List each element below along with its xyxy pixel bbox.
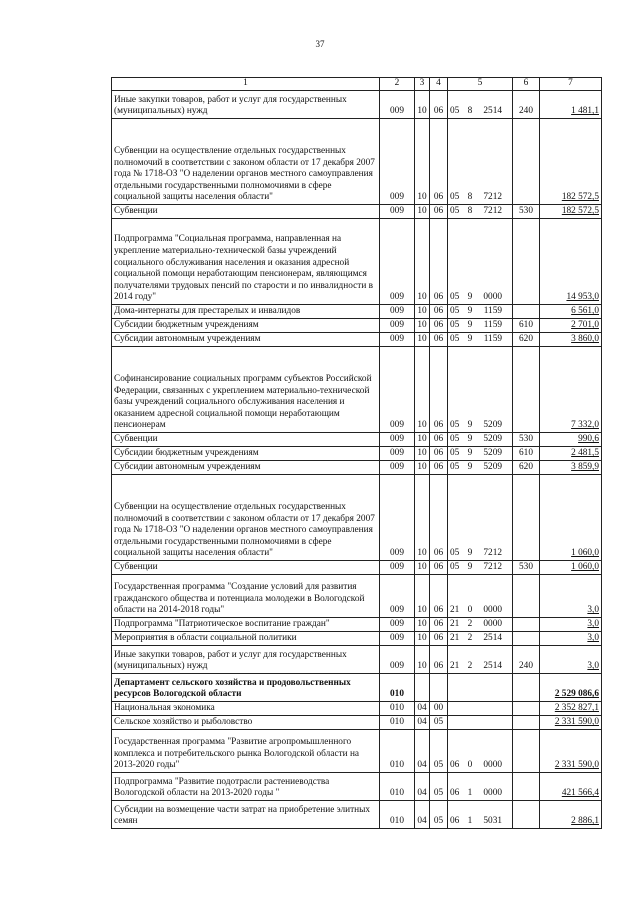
table-row <box>112 575 602 618</box>
code-admin: 009 <box>380 561 415 575</box>
amount-value: 421 566,4 <box>561 788 599 799</box>
code-expense-type: 240 <box>513 91 540 119</box>
code-subsection: 06 <box>430 561 448 575</box>
target-code-part: 1159 <box>483 320 502 331</box>
row-name: Иные закупки товаров, работ и услуг для государственных (муниципальных) нужд <box>112 91 380 119</box>
code-target <box>448 561 513 575</box>
code-section: 10 <box>415 219 430 305</box>
target-code-part: 05 <box>450 334 460 345</box>
code-subsection: 06 <box>430 461 448 475</box>
row-name: Дома-интернаты для престарелых и инвалидов <box>112 305 380 319</box>
code-subsection: 05 <box>430 716 448 730</box>
target-code-part: 05 <box>450 320 460 331</box>
target-code-part: 9 <box>467 562 473 573</box>
target-code-part: 05 <box>450 562 460 573</box>
code-subsection: 06 <box>430 447 448 461</box>
row-name: Государственная программа "Создание условий для развития гражданского общества и потенциала молодежи в Вологодской области на 2014-2018 годы" <box>112 575 380 618</box>
code-target <box>448 801 513 829</box>
target-code-part: 2514 <box>483 106 502 117</box>
code-section: 10 <box>415 461 430 475</box>
target-code-part: 8 <box>467 106 473 117</box>
code-section: 10 <box>415 433 430 447</box>
target-code-part: 5209 <box>483 448 502 459</box>
amount-value: 7 332,0 <box>571 420 599 431</box>
code-subsection: 06 <box>430 333 448 347</box>
target-code-part: 21 <box>450 605 460 616</box>
row-amount <box>540 347 602 433</box>
code-expense-type <box>513 632 540 646</box>
row-name: Государственная программа "Развитие агропромышленного комплекса и потребительского рынка Вологодской области на 2013-2020 годы" <box>112 730 380 773</box>
target-code-part: 05 <box>450 106 460 117</box>
table-row <box>112 702 602 716</box>
target-code-part: 05 <box>450 192 460 203</box>
code-expense-type <box>513 801 540 829</box>
code-target <box>448 219 513 305</box>
row-name: Национальная экономика <box>112 702 380 716</box>
header-cell: 5 <box>448 78 513 91</box>
row-amount <box>540 801 602 829</box>
code-admin: 010 <box>380 716 415 730</box>
code-expense-type <box>513 119 540 205</box>
code-section: 04 <box>415 801 430 829</box>
table-row <box>112 447 602 461</box>
row-amount <box>540 219 602 305</box>
code-subsection: 06 <box>430 475 448 561</box>
code-subsection: 06 <box>430 433 448 447</box>
code-admin: 009 <box>380 305 415 319</box>
code-subsection: 06 <box>430 219 448 305</box>
table-row <box>112 561 602 575</box>
code-admin: 009 <box>380 461 415 475</box>
code-target <box>448 91 513 119</box>
table-row <box>112 347 602 433</box>
code-subsection: 06 <box>430 347 448 433</box>
row-name: Субсидии бюджетным учреждениям <box>112 319 380 333</box>
budget-table <box>111 77 602 829</box>
target-code-part: 7212 <box>483 562 502 573</box>
code-section: 10 <box>415 618 430 632</box>
target-code-part: 05 <box>450 420 460 431</box>
code-target <box>448 618 513 632</box>
code-expense-type: 530 <box>513 433 540 447</box>
amount-value: 990,6 <box>578 434 599 445</box>
code-admin: 010 <box>380 674 415 702</box>
row-name: Субсидии на возмещение части затрат на приобретение элитных семян <box>112 801 380 829</box>
target-code-part: 0 <box>467 605 473 616</box>
table-row <box>112 119 602 205</box>
code-expense-type <box>513 702 540 716</box>
row-name: Иные закупки товаров, работ и услуг для государственных (муниципальных) нужд <box>112 646 380 674</box>
code-expense-type <box>513 475 540 561</box>
code-expense-type <box>513 305 540 319</box>
amount-value: 3,0 <box>587 633 599 644</box>
code-subsection: 06 <box>430 119 448 205</box>
amount-value: 1 060,0 <box>571 562 599 573</box>
row-amount <box>540 461 602 475</box>
amount-value: 6 561,0 <box>571 306 599 317</box>
row-name: Мероприятия в области социальной политики <box>112 632 380 646</box>
target-code-part: 7212 <box>483 206 502 217</box>
code-expense-type: 530 <box>513 561 540 575</box>
target-code-part: 2 <box>467 619 473 630</box>
table-row <box>112 205 602 219</box>
code-subsection: 05 <box>430 773 448 801</box>
row-amount <box>540 333 602 347</box>
target-code-part: 05 <box>450 448 460 459</box>
code-admin: 009 <box>380 333 415 347</box>
code-expense-type: 530 <box>513 205 540 219</box>
target-code-part: 9 <box>467 306 473 317</box>
target-code-part: 21 <box>450 619 460 630</box>
target-code-part: 9 <box>467 434 473 445</box>
code-expense-type <box>513 716 540 730</box>
row-name: Субсидии бюджетным учреждениям <box>112 447 380 461</box>
row-name: Департамент сельского хозяйства и продовольственных ресурсов Вологодской области <box>112 674 380 702</box>
code-expense-type: 240 <box>513 646 540 674</box>
amount-value: 2 352 827,1 <box>554 703 599 714</box>
table-row <box>112 618 602 632</box>
header-cell: 2 <box>380 78 415 91</box>
amount-value: 3,0 <box>587 605 599 616</box>
code-section: 10 <box>415 561 430 575</box>
target-code-part: 05 <box>450 306 460 317</box>
target-code-part: 9 <box>467 420 473 431</box>
code-target <box>448 575 513 618</box>
code-admin: 009 <box>380 433 415 447</box>
code-section: 10 <box>415 575 430 618</box>
amount-value: 2 331 590,0 <box>554 717 599 728</box>
code-expense-type <box>513 219 540 305</box>
row-name: Субвенции на осуществление отдельных государственных полномочий в соответствии с законом области от 17 декабря 2007 года № 1718-ОЗ "О наделении органов местного самоуправления отдельными государственными полномочиями в сфере социальной защиты населения области" <box>112 475 380 561</box>
row-amount <box>540 730 602 773</box>
target-code-part: 21 <box>450 661 460 672</box>
row-amount <box>540 702 602 716</box>
code-subsection: 06 <box>430 91 448 119</box>
target-code-part: 21 <box>450 633 460 644</box>
row-name: Субвенции <box>112 205 380 219</box>
code-expense-type <box>513 347 540 433</box>
target-code-part: 1 <box>467 816 473 827</box>
code-target <box>448 205 513 219</box>
target-code-part: 9 <box>467 292 473 303</box>
code-expense-type <box>513 575 540 618</box>
code-admin: 009 <box>380 205 415 219</box>
row-amount <box>540 91 602 119</box>
code-expense-type: 620 <box>513 333 540 347</box>
target-code-part: 5209 <box>483 462 502 473</box>
target-code-part: 05 <box>450 462 460 473</box>
page-number: 37 <box>315 39 325 49</box>
code-expense-type: 610 <box>513 447 540 461</box>
amount-value: 3,0 <box>587 661 599 672</box>
target-code-part: 7212 <box>483 192 502 203</box>
table-row <box>112 305 602 319</box>
code-subsection: 05 <box>430 730 448 773</box>
target-code-part: 2 <box>467 661 473 672</box>
code-section: 10 <box>415 91 430 119</box>
code-subsection: 06 <box>430 205 448 219</box>
target-code-part: 05 <box>450 292 460 303</box>
amount-value: 2 886,1 <box>571 816 599 827</box>
code-expense-type <box>513 618 540 632</box>
code-expense-type <box>513 730 540 773</box>
row-name: Сельское хозяйство и рыболовство <box>112 716 380 730</box>
target-code-part: 06 <box>450 788 460 799</box>
code-section <box>415 674 430 702</box>
code-subsection: 06 <box>430 618 448 632</box>
row-name: Субвенции на осуществление отдельных государственных полномочий в соответствии с законом области от 17 декабря 2007 года № 1718-ОЗ "О наделении органов местного самоуправления отдельными государственными полномочиями в сфере социальной защиты населения области" <box>112 119 380 205</box>
code-subsection: 00 <box>430 702 448 716</box>
code-section: 10 <box>415 119 430 205</box>
code-admin: 009 <box>380 347 415 433</box>
target-code-part: 0000 <box>483 292 502 303</box>
target-code-part: 06 <box>450 760 460 771</box>
target-code-part: 05 <box>450 206 460 217</box>
header-cell: 3 <box>415 78 430 91</box>
code-admin: 010 <box>380 730 415 773</box>
table-row <box>112 773 602 801</box>
code-admin: 009 <box>380 319 415 333</box>
amount-value: 2 529 086,6 <box>554 689 599 700</box>
target-code-part: 0000 <box>483 619 502 630</box>
row-amount <box>540 433 602 447</box>
target-code-part: 9 <box>467 448 473 459</box>
header-cell: 4 <box>430 78 448 91</box>
code-subsection: 06 <box>430 646 448 674</box>
row-name: Субвенции <box>112 561 380 575</box>
table-row <box>112 461 602 475</box>
code-subsection: 06 <box>430 575 448 618</box>
target-code-part: 0 <box>467 760 473 771</box>
code-target <box>448 433 513 447</box>
code-expense-type: 610 <box>513 319 540 333</box>
code-target <box>448 347 513 433</box>
code-section: 10 <box>415 447 430 461</box>
code-admin: 010 <box>380 801 415 829</box>
table-row <box>112 319 602 333</box>
code-section: 04 <box>415 773 430 801</box>
code-expense-type <box>513 773 540 801</box>
amount-value: 1 060,0 <box>571 548 599 559</box>
target-code-part: 9 <box>467 462 473 473</box>
row-amount <box>540 119 602 205</box>
row-amount <box>540 447 602 461</box>
code-section: 04 <box>415 730 430 773</box>
code-subsection: 06 <box>430 632 448 646</box>
code-subsection: 05 <box>430 801 448 829</box>
code-target <box>448 119 513 205</box>
target-code-part: 9 <box>467 548 473 559</box>
code-target <box>448 716 513 730</box>
table-row <box>112 730 602 773</box>
code-target <box>448 646 513 674</box>
target-code-part: 5209 <box>483 434 502 445</box>
code-target <box>448 333 513 347</box>
row-name: Подпрограмма "Патриотическое воспитание граждан" <box>112 618 380 632</box>
code-section: 10 <box>415 205 430 219</box>
code-subsection <box>430 674 448 702</box>
table-row <box>112 646 602 674</box>
code-target <box>448 305 513 319</box>
table-row <box>112 801 602 829</box>
code-target <box>448 730 513 773</box>
row-name: Подпрограмма "Развитие подотрасли растениеводства Вологодской области на 2013-2020 годы " <box>112 773 380 801</box>
table-row <box>112 674 602 702</box>
row-amount <box>540 618 602 632</box>
table-row <box>112 632 602 646</box>
table-row <box>112 475 602 561</box>
header-cell: 7 <box>540 78 602 91</box>
row-name: Подпрограмма "Социальная программа, направленная на укрепление материально-технической базы учреждений социального обслуживания населения и оказания адресной социальной помощи неработающим пенсионерам, являющимся получателями трудовых пенсий по старости и по инвалидности в 2014 году" <box>112 219 380 305</box>
target-code-part: 06 <box>450 816 460 827</box>
code-section: 10 <box>415 347 430 433</box>
target-code-part: 2 <box>467 633 473 644</box>
row-name: Субсидии автономным учреждениям <box>112 461 380 475</box>
target-code-part: 0000 <box>483 788 502 799</box>
code-target <box>448 773 513 801</box>
code-section: 10 <box>415 305 430 319</box>
table-row <box>112 91 602 119</box>
target-code-part: 7212 <box>483 548 502 559</box>
target-code-part: 1159 <box>483 334 502 345</box>
target-code-part: 5209 <box>483 420 502 431</box>
target-code-part: 05 <box>450 434 460 445</box>
target-code-part: 0000 <box>483 760 502 771</box>
code-section: 10 <box>415 632 430 646</box>
code-target <box>448 461 513 475</box>
row-amount <box>540 632 602 646</box>
header-cell: 1 <box>112 78 380 91</box>
target-code-part: 1159 <box>483 306 502 317</box>
code-admin: 010 <box>380 773 415 801</box>
row-amount <box>540 773 602 801</box>
code-section: 10 <box>415 319 430 333</box>
table-row <box>112 433 602 447</box>
amount-value: 182 572,5 <box>561 192 599 203</box>
table-row <box>112 219 602 305</box>
target-code-part: 1 <box>467 788 473 799</box>
code-admin: 010 <box>380 702 415 716</box>
code-section: 04 <box>415 702 430 716</box>
target-code-part: 2514 <box>483 633 502 644</box>
header-cell: 6 <box>513 78 540 91</box>
row-name: Софинансирование социальных программ субъектов Российской Федерации, связанных с укреплением материально-технической базы учреждений социального обслуживания населения и оказанием адресной социальной помощи неработающим пенсионерам <box>112 347 380 433</box>
code-admin: 009 <box>380 91 415 119</box>
target-code-part: 8 <box>467 192 473 203</box>
target-code-part: 5031 <box>483 816 502 827</box>
target-code-part: 8 <box>467 206 473 217</box>
table-row <box>112 333 602 347</box>
code-admin: 009 <box>380 447 415 461</box>
code-target <box>448 702 513 716</box>
code-admin: 009 <box>380 575 415 618</box>
code-section: 10 <box>415 333 430 347</box>
row-amount <box>540 475 602 561</box>
code-admin: 009 <box>380 119 415 205</box>
amount-value: 2 331 590,0 <box>554 760 599 771</box>
code-admin: 009 <box>380 475 415 561</box>
amount-value: 3,0 <box>587 619 599 630</box>
amount-value: 3 860,0 <box>571 334 599 345</box>
code-admin: 009 <box>380 632 415 646</box>
target-code-part: 0000 <box>483 605 502 616</box>
row-amount <box>540 561 602 575</box>
target-code-part: 05 <box>450 548 460 559</box>
row-amount <box>540 716 602 730</box>
row-amount <box>540 575 602 618</box>
code-section: 10 <box>415 475 430 561</box>
row-amount <box>540 646 602 674</box>
amount-value: 3 859,9 <box>571 462 599 473</box>
code-section: 10 <box>415 646 430 674</box>
row-name: Субсидии автономным учреждениям <box>112 333 380 347</box>
code-subsection: 06 <box>430 319 448 333</box>
code-target <box>448 475 513 561</box>
row-name: Субвенции <box>112 433 380 447</box>
target-code-part: 9 <box>467 320 473 331</box>
code-expense-type: 620 <box>513 461 540 475</box>
target-code-part: 9 <box>467 334 473 345</box>
code-admin: 009 <box>380 219 415 305</box>
amount-value: 2 701,0 <box>571 320 599 331</box>
row-amount <box>540 674 602 702</box>
code-admin: 009 <box>380 618 415 632</box>
code-target <box>448 632 513 646</box>
row-amount <box>540 205 602 219</box>
amount-value: 182 572,5 <box>561 206 599 217</box>
table-header-row <box>112 78 602 91</box>
row-amount <box>540 305 602 319</box>
code-admin: 009 <box>380 646 415 674</box>
code-target <box>448 674 513 702</box>
table-row <box>112 716 602 730</box>
target-code-part: 2514 <box>483 661 502 672</box>
code-expense-type <box>513 674 540 702</box>
code-target <box>448 447 513 461</box>
amount-value: 14 953,0 <box>566 292 599 303</box>
code-section: 04 <box>415 716 430 730</box>
code-target <box>448 319 513 333</box>
amount-value: 1 481,1 <box>571 106 599 117</box>
code-subsection: 06 <box>430 305 448 319</box>
amount-value: 2 481,5 <box>571 448 599 459</box>
row-amount <box>540 319 602 333</box>
